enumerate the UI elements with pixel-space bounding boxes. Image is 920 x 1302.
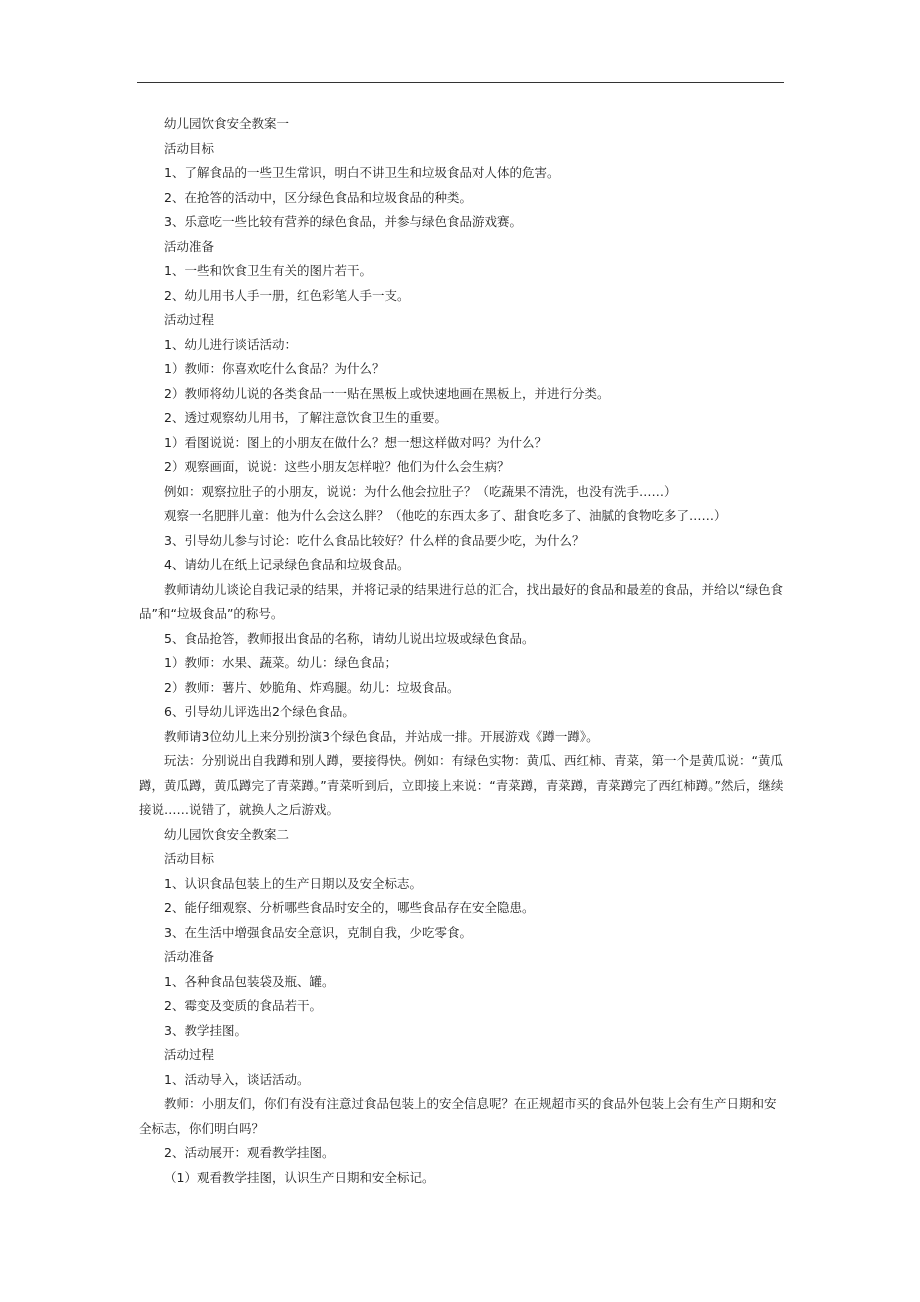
document-body	[139, 112, 787, 1190]
paragraph: 教师请幼儿谈论自我记录的结果，并将记录的结果进行总的汇合，找出最好的食品和最差的食品，并给以“绿色食品”和“垃圾食品”的称号。	[139, 581, 783, 621]
paragraph: 2）教师将幼儿说的各类食品一一贴在黑板上或快速地画在黑板上，并进行分类。	[164, 385, 610, 401]
paragraph: 2）教师：薯片、妙脆角、炸鸡腿。幼儿：垃圾食品。	[164, 679, 460, 695]
section-heading: 活动过程	[164, 1047, 215, 1062]
paragraph: 例如：观察拉肚子的小朋友，说说：为什么他会拉肚子？（吃蔬果不清洗，也没有洗手……）	[164, 483, 677, 499]
paragraph: 观察一名肥胖儿童：他为什么会这么胖？（他吃的东西太多了、甜食吃多了、油腻的食物吃多了……）	[164, 508, 727, 523]
paragraph: 2、活动展开：观看教学挂图。	[164, 1145, 335, 1160]
paragraph: 3、教学挂图。	[164, 1022, 247, 1038]
paragraph: 1）教师：水果、蔬菜。幼儿：绿色食品；	[164, 655, 397, 670]
paragraph: 1）教师：你喜欢吃什么食品？为什么？	[164, 361, 385, 376]
paragraph: 6、引导幼儿评选出2个绿色食品。	[164, 704, 355, 719]
paragraph: 教师请3位幼儿上来分别扮演3个绿色食品，并站成一排。开展游戏《蹲一蹲》。	[164, 728, 599, 744]
paragraph: 4、请幼儿在纸上记录绿色食品和垃圾食品。	[164, 557, 410, 572]
paragraph: 1、各种食品包装袋及瓶、罐。	[164, 973, 335, 989]
section-heading: 活动准备	[164, 949, 215, 964]
paragraph: 1、幼儿进行谈话活动：	[164, 336, 297, 352]
paragraph: 2）观察画面，说说：这些小朋友怎样啦？他们为什么会生病？	[164, 459, 510, 474]
paragraph: 2、在抢答的活动中，区分绿色食品和垃圾食品的种类。	[164, 189, 472, 205]
paragraph: 3、乐意吃一些比较有营养的绿色食品，并参与绿色食品游戏赛。	[164, 214, 522, 229]
paragraph: 1、一些和饮食卫生有关的图片若干。	[164, 263, 372, 278]
paragraph: （1）观看教学挂图，认识生产日期和安全标记。	[164, 1169, 435, 1185]
document-title-2: 幼儿园饮食安全教案二	[164, 826, 290, 842]
paragraph: 1、活动导入，谈话活动。	[164, 1071, 310, 1087]
section-heading: 活动目标	[164, 140, 215, 156]
paragraph: 2、能仔细观察、分析哪些食品时安全的，哪些食品存在安全隐患。	[164, 900, 535, 915]
paragraph: 2、幼儿用书人手一册，红色彩笔人手一支。	[164, 287, 410, 303]
paragraph: 玩法：分别说出自我蹲和别人蹲，要接得快。例如：有绿色实物：黄瓜、西红柿、青菜，第一个是黄瓜说：“黄瓜蹲，黄瓜蹲，黄瓜蹲完了青菜蹲。”青菜听到后，立即接上来说：“青菜蹲，青菜蹲，青菜蹲完了西红柿蹲。”然后，继续接说……说错了，就换人之后游戏。	[139, 753, 784, 817]
paragraph: 1、了解食品的一些卫生常识，明白不讲卫生和垃圾食品对人体的危害。	[164, 165, 560, 180]
paragraph: 3、在生活中增强食品安全意识，克制自我，少吃零食。	[164, 924, 472, 940]
paragraph: 5、食品抢答，教师报出食品的名称，请幼儿说出垃圾或绿色食品。	[164, 630, 535, 646]
section-heading: 活动过程	[164, 312, 215, 327]
paragraph: 教师：小朋友们，你们有没有注意过食品包装上的安全信息呢？在正规超市买的食品外包装上会有生产日期和安全标志，你们明白吗？	[139, 1096, 777, 1136]
paragraph: 1）看图说说：图上的小朋友在做什么？想一想这样做对吗？为什么？	[164, 434, 547, 450]
header-rule	[137, 82, 784, 83]
paragraph: 1、认识食品包装上的生产日期以及安全标志。	[164, 875, 422, 891]
paragraph: 3、引导幼儿参与讨论：吃什么食品比较好？什么样的食品要少吃，为什么？	[164, 532, 585, 548]
document-title-1: 幼儿园饮食安全教案一	[164, 116, 290, 131]
section-heading: 活动目标	[164, 851, 215, 866]
section-heading: 活动准备	[164, 238, 215, 254]
paragraph: 2、霉变及变质的食品若干。	[164, 998, 322, 1013]
paragraph: 2、透过观察幼儿用书，了解注意饮食卫生的重要。	[164, 410, 447, 425]
